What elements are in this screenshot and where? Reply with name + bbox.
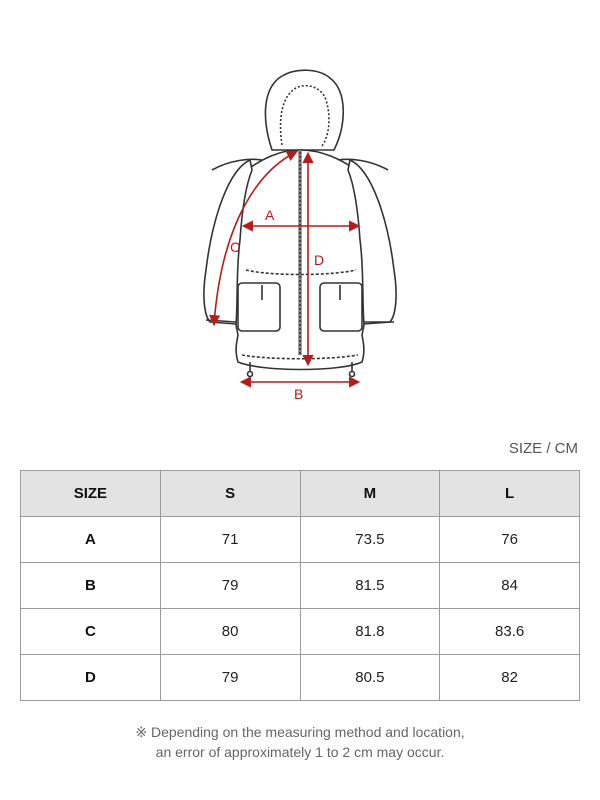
table-cell: 81.8 <box>300 609 440 655</box>
measure-c-label: C <box>230 239 241 255</box>
measure-a-label: A <box>265 207 275 223</box>
table-cell: 79 <box>160 563 300 609</box>
table-cell: 80.5 <box>300 655 440 701</box>
header-s: S <box>160 471 300 517</box>
table-row <box>21 563 580 609</box>
row-label: D <box>21 655 161 701</box>
measure-d-label: D <box>314 252 325 268</box>
note-line-2: an error of approximately 1 to 2 cm may occur. <box>155 744 445 760</box>
measure-b <box>242 382 358 402</box>
table-row <box>21 517 580 563</box>
table-header-row <box>21 471 580 517</box>
table-cell: 80 <box>160 609 300 655</box>
table-cell: 71 <box>160 517 300 563</box>
note-line-1: ※ Depending on the measuring method and location, <box>135 724 465 740</box>
unit-label: SIZE / CM <box>508 440 578 457</box>
table-cell: 76 <box>440 517 580 563</box>
table-row <box>21 609 580 655</box>
measurement-note <box>0 722 600 762</box>
table-cell: 73.5 <box>300 517 440 563</box>
row-label: B <box>21 563 161 609</box>
header-size: SIZE <box>21 471 161 517</box>
table-row <box>21 655 580 701</box>
row-label: C <box>21 609 161 655</box>
table-cell: 81.5 <box>300 563 440 609</box>
table-cell: 83.6 <box>440 609 580 655</box>
row-label: A <box>21 517 161 563</box>
measure-b-label: B <box>294 386 304 402</box>
table-cell: 82 <box>440 655 580 701</box>
header-m: M <box>300 471 440 517</box>
table-cell: 79 <box>160 655 300 701</box>
size-table <box>20 470 580 701</box>
table-cell: 84 <box>440 563 580 609</box>
header-l: L <box>440 471 580 517</box>
